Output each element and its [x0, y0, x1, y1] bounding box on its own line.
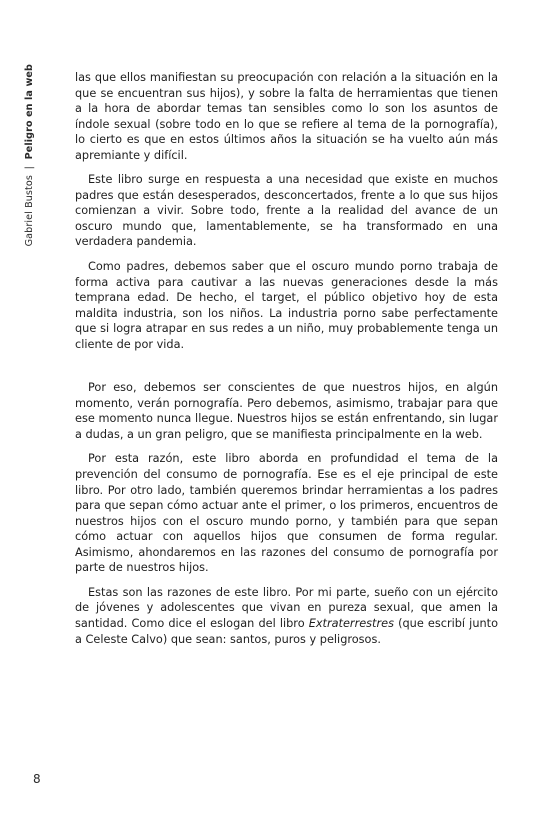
paragraph-1: las que ellos manifiestan su preocupación con relación a la situación en la que se encuentran sus hijos), y sobre la falta de herramientas que tienen a la hora de abordar temas tan sensibles como lo son los asuntos de índole sexual (sobre todo en lo que se refiere al tema de la pornografía), lo cierto es que en estos últimos años la situación se ha vuelto aún más apremiante y difícil.: [75, 71, 498, 162]
running-head-author: Gabriel Bustos: [23, 175, 35, 247]
page-number: 8: [33, 772, 41, 786]
paragraph-5: Por esta razón, este libro aborda en profundidad el tema de la prevención del consumo de pornografía. Ese es el eje principal de este libro. Por otro lado, también queremos brindar herramientas a los padres para que sepan cómo actuar ante el primer, o los primeros, encuentros de nuestros hijos con el oscuro mundo porno, y también para que sepan cómo actuar con aquellos hijos que consumen de forma regular. Asimismo, ahondaremos en las razones del consumo de pornografía por parte de nuestros hijos.: [75, 452, 498, 575]
running-head-text: [24, 64, 35, 246]
running-head-book-title: Peligro en la web: [23, 64, 35, 160]
paragraph-4: Por eso, debemos ser conscientes de que nuestros hijos, en algún momento, verán pornografía. Pero debemos, asimismo, trabajar para que ese momento nunca llegue. Nuestros hijos se están enfrentando, sin lugar a dudas, a un gran peligro, que se manifiesta principalmente en la web.: [75, 381, 498, 441]
paragraph-3: Como padres, debemos saber que el oscuro mundo porno trabaja de forma activa para cautivar a las nuevas generaciones desde la más temprana edad. De hecho, el target, el público objetivo hoy de esta maldita industria, son los niños. La industria porno sabe perfectamente que si logra atrapar en sus redes a un niño, muy probablemente tenga un cliente de por vida.: [75, 260, 498, 351]
paragraph-6-book-title: Extraterrestres: [308, 616, 394, 630]
paragraph-2: Este libro surge en respuesta a una necesidad que existe en muchos padres que están desesperados, desconcertados, frente a lo que sus hijos comienzan a vivir. Sobre todo, frente a la realidad del avance de un oscuro mundo que, lamentablemente, se ha transformado en una verdadera pandemia.: [75, 173, 498, 249]
paragraph-6-lead: Estas son las razones de este libro. Por mi parte, sueño con un ejército de jóvenes y adolescentes que vivan en pureza sexual, que amen la santidad. Como dice el eslogan del libro: [75, 585, 498, 630]
body-text: [75, 70, 498, 656]
paragraph-6-tail: (que escribí junto a Celeste Calvo) que sean: santos, puros y peligrosos.: [75, 616, 498, 646]
paragraph-6: [75, 585, 498, 647]
running-head: [22, 64, 36, 264]
running-head-separator: |: [23, 165, 35, 169]
